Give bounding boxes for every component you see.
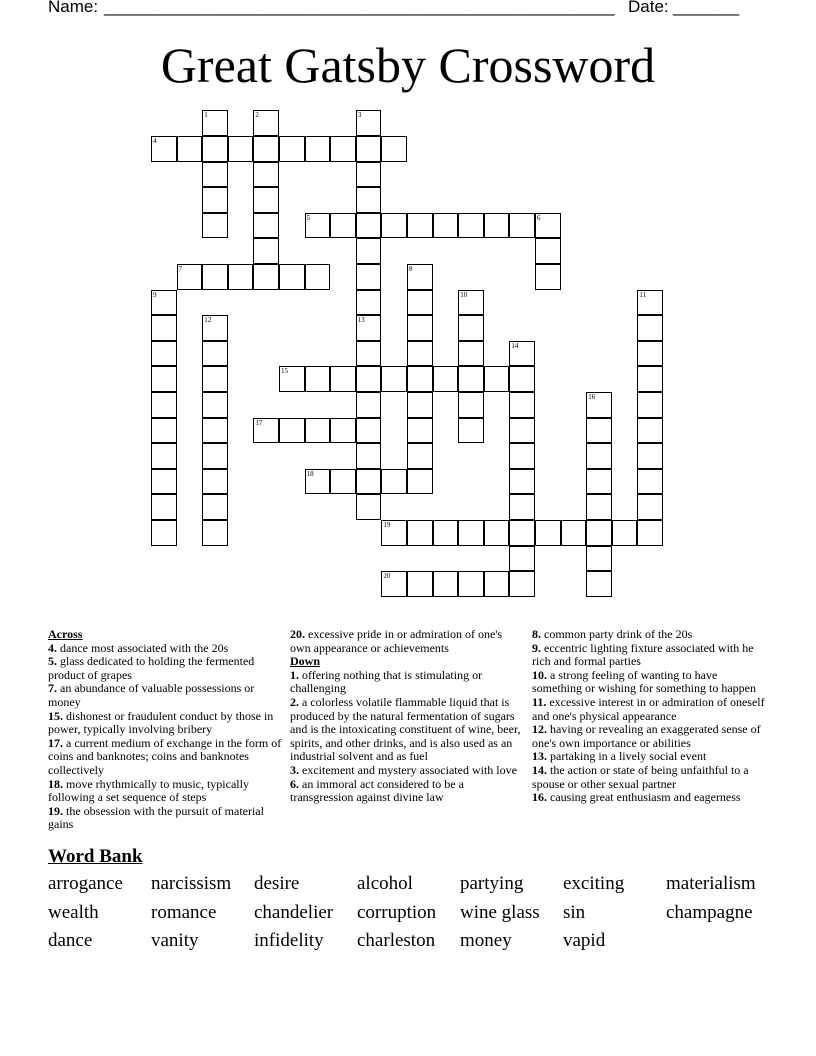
crossword-cell[interactable]: [458, 520, 484, 546]
crossword-cell[interactable]: [177, 264, 203, 290]
crossword-cell[interactable]: [509, 571, 535, 597]
crossword-cell[interactable]: [202, 162, 228, 188]
crossword-cell[interactable]: [458, 213, 484, 239]
date-line[interactable]: _______: [673, 0, 740, 16]
cell-number: 8: [409, 265, 413, 273]
clue-across-7: [48, 682, 283, 709]
crossword-cell[interactable]: [151, 341, 177, 367]
crossword-cell[interactable]: [535, 213, 561, 239]
crossword-cell[interactable]: [433, 520, 459, 546]
clue-number: 7.: [48, 681, 57, 696]
clue-down-3: [290, 764, 525, 778]
clue-down-14: [532, 764, 767, 791]
clues-column-2: [290, 628, 525, 805]
word-bank-item: partying: [460, 873, 524, 894]
crossword-cell[interactable]: [279, 264, 305, 290]
crossword-cell[interactable]: [637, 494, 663, 520]
clue-across-5: [48, 655, 283, 682]
crossword-cell[interactable]: [356, 264, 382, 290]
crossword-cell[interactable]: [586, 494, 612, 520]
crossword-cell[interactable]: [509, 418, 535, 444]
clue-down-16: [532, 791, 767, 805]
clue-text: common party drink of the 20s: [541, 627, 693, 641]
clue-number: 6.: [290, 776, 299, 791]
crossword-cell[interactable]: [484, 213, 510, 239]
crossword-cell[interactable]: [151, 392, 177, 418]
word-bank-item: corruption: [357, 902, 437, 923]
crossword-cell[interactable]: [637, 520, 663, 546]
cell-number: 7: [178, 265, 183, 273]
crossword-cell[interactable]: [586, 469, 612, 495]
word-bank-title: Word Bank: [48, 846, 143, 867]
crossword-cell[interactable]: [253, 264, 279, 290]
crossword-cell[interactable]: [356, 136, 382, 162]
clue-number: 12.: [532, 722, 547, 737]
clue-number: 17.: [48, 735, 63, 750]
crossword-cell[interactable]: [637, 443, 663, 469]
clue-text: glass dedicated to holding the fermented product of grapes: [48, 654, 255, 682]
crossword-cell[interactable]: [202, 469, 228, 495]
crossword-cell[interactable]: [381, 136, 407, 162]
crossword-cell[interactable]: [330, 418, 356, 444]
crossword-cell[interactable]: [484, 571, 510, 597]
cell-number: 15: [281, 367, 288, 376]
crossword-cell[interactable]: [356, 110, 382, 136]
clue-number: 10.: [532, 667, 547, 682]
crossword-cell[interactable]: [202, 520, 228, 546]
crossword-cell[interactable]: [202, 392, 228, 418]
crossword-cell[interactable]: [458, 392, 484, 418]
crossword-cell[interactable]: [637, 469, 663, 495]
word-bank-item: wine glass: [460, 902, 540, 923]
crossword-cell[interactable]: [151, 136, 177, 162]
crossword-cell[interactable]: [228, 264, 254, 290]
cell-number: 10: [460, 290, 468, 299]
crossword-cell[interactable]: [586, 571, 612, 597]
crossword-cell[interactable]: [151, 469, 177, 495]
crossword-cell[interactable]: [356, 315, 382, 341]
crossword-cell[interactable]: [305, 136, 331, 162]
crossword-cell[interactable]: [305, 469, 331, 495]
cell-number: 18: [306, 469, 314, 478]
clue-number: 9.: [532, 640, 541, 655]
crossword-cell[interactable]: [484, 520, 510, 546]
crossword-cell[interactable]: [381, 213, 407, 239]
crossword-cell[interactable]: [356, 213, 382, 239]
word-bank-item: vapid: [563, 930, 606, 951]
crossword-cell[interactable]: [279, 418, 305, 444]
crossword-cell[interactable]: [356, 290, 382, 316]
crossword-cell[interactable]: [356, 469, 382, 495]
clue-number: 11.: [532, 694, 547, 709]
cell-number: 6: [537, 213, 541, 222]
clue-down-8: [532, 628, 767, 642]
cell-number: 13: [357, 316, 365, 325]
word-bank-item: exciting: [563, 873, 625, 894]
crossword-cell[interactable]: [151, 315, 177, 341]
crossword-cell[interactable]: [535, 264, 561, 290]
crossword-cell[interactable]: [535, 520, 561, 546]
crossword-cell[interactable]: [637, 290, 663, 316]
crossword-cell[interactable]: [586, 392, 612, 418]
crossword-cell[interactable]: [637, 315, 663, 341]
crossword-cell[interactable]: [433, 213, 459, 239]
word-bank-item: dance: [48, 930, 93, 951]
word-bank-item: sin: [563, 902, 586, 923]
crossword-cell[interactable]: [637, 418, 663, 444]
cell-number: 19: [383, 521, 391, 529]
clue-down-1: [290, 669, 525, 696]
clue-text: offering nothing that is stimulating or challenging: [290, 667, 483, 696]
crossword-cell[interactable]: [356, 366, 382, 392]
crossword-cell[interactable]: [381, 469, 407, 495]
crossword-cell[interactable]: [433, 571, 459, 597]
crossword-cell[interactable]: [279, 136, 305, 162]
crossword-cell[interactable]: [509, 392, 535, 418]
crossword-cell[interactable]: [381, 520, 407, 546]
crossword-cell[interactable]: [356, 494, 382, 520]
crossword-cell[interactable]: [356, 341, 382, 367]
crossword-cell[interactable]: [202, 494, 228, 520]
clue-across-17: [48, 737, 283, 778]
down-heading: Down: [290, 654, 321, 669]
cell-number: 3: [357, 111, 362, 120]
crossword-cell[interactable]: [253, 187, 279, 213]
clue-number: 16.: [532, 790, 547, 805]
page-title: Great Gatsby Crossword: [160, 37, 656, 93]
crossword-cell[interactable]: [407, 418, 433, 444]
crossword-cell[interactable]: [305, 213, 331, 239]
crossword-cell[interactable]: [637, 392, 663, 418]
crossword-cell[interactable]: [586, 443, 612, 469]
word-bank-item: narcissism: [151, 873, 232, 894]
clue-text: partaking in a lively social event: [547, 749, 707, 764]
crossword-cell[interactable]: [330, 213, 356, 239]
crossword-cell[interactable]: [202, 341, 228, 367]
cell-number: 14: [511, 341, 519, 350]
crossword-cell[interactable]: [202, 110, 228, 136]
word-bank-item: desire: [254, 873, 300, 894]
crossword-cell[interactable]: [305, 418, 331, 444]
crossword-cell[interactable]: [202, 136, 228, 162]
clue-text: the action or state of being unfaithful to a spouse or other sexual partner: [532, 762, 749, 791]
crossword-cell[interactable]: [407, 290, 433, 316]
crossword-cell[interactable]: [381, 571, 407, 597]
crossword-cell[interactable]: [561, 520, 587, 546]
crossword-cell[interactable]: [381, 366, 407, 392]
crossword-cell[interactable]: [202, 366, 228, 392]
clue-number: 3.: [290, 762, 299, 777]
crossword-cell[interactable]: [509, 341, 535, 367]
clue-number: 1.: [290, 667, 299, 682]
crossword-cell[interactable]: [509, 494, 535, 520]
word-bank-item: champagne: [666, 902, 753, 923]
clue-number: 13.: [532, 749, 547, 764]
crossword-cell[interactable]: [202, 264, 228, 290]
clues-column-3: [532, 628, 767, 805]
crossword-cell[interactable]: [407, 443, 433, 469]
crossword-cell[interactable]: [356, 392, 382, 418]
crossword-cell[interactable]: [484, 366, 510, 392]
crossword-cell[interactable]: [228, 136, 254, 162]
crossword-cell[interactable]: [586, 418, 612, 444]
crossword-cell[interactable]: [458, 315, 484, 341]
clue-text: move rhythmically to music, typically following a set sequence of steps: [48, 776, 249, 805]
word-bank-item: chandelier: [254, 902, 334, 923]
clue-across-4: [48, 642, 283, 656]
clue-number: 4.: [48, 640, 57, 655]
clue-text: dishonest or fraudulent conduct by those in power, typically involving bribery: [48, 708, 274, 737]
date-label: Date:: [628, 0, 669, 16]
cell-number: 4: [153, 137, 157, 145]
clue-text: a strong feeling of wanting to have something or wishing for something to happen: [532, 667, 756, 696]
crossword-cell[interactable]: [151, 494, 177, 520]
crossword-cell[interactable]: [458, 418, 484, 444]
clue-across-15: [48, 710, 283, 737]
clue-text: dance most associated with the 20s: [57, 640, 229, 655]
crossword-cell[interactable]: [407, 213, 433, 239]
crossword-cell[interactable]: [637, 341, 663, 367]
clue-down-12: [532, 723, 767, 750]
crossword-cell[interactable]: [356, 187, 382, 213]
clue-text: the obsession with the pursuit of material gains: [48, 803, 264, 832]
clue-down-6: [290, 778, 525, 805]
clue-text: a current medium of exchange in the form of coins and banknotes; coins and banknotes collectively: [48, 735, 282, 777]
crossword-cell[interactable]: [586, 520, 612, 546]
clue-text: excessive interest in or admiration of oneself and one's physical appearance: [532, 694, 765, 723]
clue-across-20: [290, 628, 525, 655]
name-label: Name:: [48, 0, 99, 16]
clue-text: excitement and mystery associated with love: [299, 762, 517, 777]
crossword-cell[interactable]: [637, 366, 663, 392]
word-bank-item: infidelity: [254, 930, 324, 951]
crossword-cell[interactable]: [509, 366, 535, 392]
clue-number: 15.: [48, 708, 63, 723]
clue-number: 5.: [48, 654, 57, 669]
crossword-cell[interactable]: [330, 469, 356, 495]
crossword-cell[interactable]: [509, 520, 535, 546]
clue-text: causing great enthusiasm and eagerness: [547, 790, 741, 805]
word-bank-item: alcohol: [357, 873, 413, 894]
crossword-cell[interactable]: [177, 136, 203, 162]
cell-number: 5: [306, 213, 311, 222]
cell-number: 12: [204, 316, 212, 325]
crossword-cell[interactable]: [407, 520, 433, 546]
cell-number: 20: [383, 572, 391, 581]
clue-text: an immoral act considered to be a transgression against divine law: [290, 776, 464, 805]
clue-down-13: [532, 750, 767, 764]
word-bank-item: arrogance: [48, 873, 123, 894]
crossword-cell[interactable]: [253, 136, 279, 162]
word-bank-item: materialism: [666, 873, 756, 894]
clue-text: excessive pride in or admiration of one's own appearance or achievements: [290, 627, 503, 655]
crossword-cell[interactable]: [407, 571, 433, 597]
clue-down-2: [290, 696, 525, 764]
clue-across-19: [48, 805, 283, 832]
clue-text: an abundance of valuable possessions or money: [48, 681, 255, 709]
crossword-cell[interactable]: [458, 366, 484, 392]
name-line[interactable]: ______________________________________________________: [104, 0, 615, 16]
clue-number: 14.: [532, 762, 547, 777]
crossword-cell[interactable]: [253, 238, 279, 264]
cell-number: 2: [255, 111, 259, 120]
crossword-cell[interactable]: [407, 392, 433, 418]
crossword-cell[interactable]: [407, 469, 433, 495]
word-bank-item: vanity: [151, 930, 199, 951]
crossword-cell[interactable]: [279, 366, 305, 392]
crossword-cell[interactable]: [356, 238, 382, 264]
crossword-cell[interactable]: [330, 366, 356, 392]
clue-number: 8.: [532, 627, 541, 641]
crossword-cell[interactable]: [586, 546, 612, 572]
word-bank-item: wealth: [48, 902, 99, 923]
crossword-cell[interactable]: [407, 341, 433, 367]
crossword-cell[interactable]: [202, 443, 228, 469]
crossword-cell[interactable]: [356, 443, 382, 469]
across-heading: Across: [48, 627, 83, 641]
cell-number: 9: [153, 290, 157, 299]
crossword-cell[interactable]: [330, 136, 356, 162]
word-bank-item: money: [460, 930, 512, 951]
crossword-cell[interactable]: [202, 418, 228, 444]
crossword-cell[interactable]: [509, 213, 535, 239]
clue-text: eccentric lighting fixture associated with he rich and formal parties: [532, 640, 754, 669]
crossword-cell[interactable]: [407, 264, 433, 290]
clue-number: 2.: [290, 694, 299, 709]
crossword-cell[interactable]: [458, 290, 484, 316]
crossword-cell[interactable]: [202, 315, 228, 341]
crossword-cell[interactable]: [305, 366, 331, 392]
clue-number: 19.: [48, 803, 63, 818]
clue-down-9: [532, 642, 767, 669]
crossword-cell[interactable]: [151, 366, 177, 392]
crossword-cell[interactable]: [509, 469, 535, 495]
crossword-cell[interactable]: [151, 418, 177, 444]
crossword-cell[interactable]: [305, 264, 331, 290]
crossword-cell[interactable]: [202, 213, 228, 239]
crossword-cell[interactable]: [612, 520, 638, 546]
crossword-cell[interactable]: [433, 366, 459, 392]
clue-across-18: [48, 778, 283, 805]
clues-column-1: [48, 628, 283, 832]
clue-number: 20.: [290, 627, 305, 641]
clue-down-11: [532, 696, 767, 723]
crossword-cell[interactable]: [458, 571, 484, 597]
clue-number: 18.: [48, 776, 63, 791]
crossword-cell[interactable]: [202, 187, 228, 213]
crossword-cell[interactable]: [253, 162, 279, 188]
crossword-cell[interactable]: [356, 162, 382, 188]
crossword-cell[interactable]: [509, 546, 535, 572]
cell-number: 17: [255, 418, 263, 427]
cell-number: 1: [204, 111, 208, 120]
crossword-cell[interactable]: [253, 110, 279, 136]
crossword-cell[interactable]: [356, 418, 382, 444]
crossword-cell[interactable]: [407, 366, 433, 392]
crossword-cell[interactable]: [253, 418, 279, 444]
crossword-cell[interactable]: [151, 443, 177, 469]
crossword-cell[interactable]: [509, 443, 535, 469]
crossword-cell[interactable]: [151, 520, 177, 546]
word-bank-item: romance: [151, 902, 217, 923]
crossword-cell[interactable]: [535, 238, 561, 264]
clue-text: a colorless volatile flammable liquid that is produced by the natural fermentation of sugars and is the intoxicating constituent of wine, beer, spirits, and other drinks, and is also used as an industrial solvent and as fuel: [290, 694, 521, 764]
crossword-cell[interactable]: [253, 213, 279, 239]
crossword-cell[interactable]: [407, 315, 433, 341]
clue-down-10: [532, 669, 767, 696]
cell-number: 16: [588, 393, 596, 401]
clue-text: having or revealing an exaggerated sense of one's own importance or abilities: [532, 722, 761, 750]
crossword-cell[interactable]: [458, 341, 484, 367]
crossword-cell[interactable]: [151, 290, 177, 316]
word-bank-item: charleston: [357, 930, 436, 951]
cell-number: 11: [639, 290, 647, 299]
